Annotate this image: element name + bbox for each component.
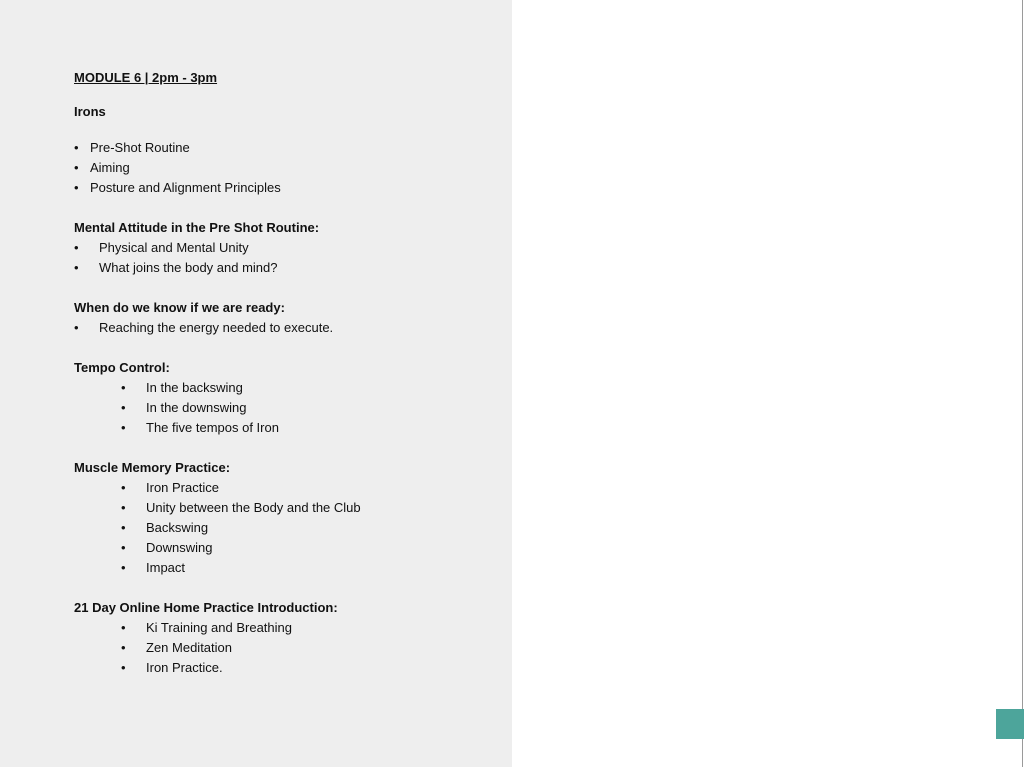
list-item: • Aiming <box>74 158 494 178</box>
list-item: • Iron Practice <box>74 478 494 498</box>
list-item: • In the backswing <box>74 378 494 398</box>
list-item: • Pre-Shot Routine <box>74 138 494 158</box>
list-item: • Iron Practice. <box>74 658 494 678</box>
right-page-panel <box>512 0 1024 767</box>
section-heading-irons: Irons <box>74 104 106 119</box>
list-item: • Reaching the energy needed to execute. <box>74 318 494 338</box>
list-item: • Zen Meditation <box>74 638 494 658</box>
section-heading-home-practice: 21 Day Online Home Practice Introduction: <box>74 600 338 615</box>
module-content <box>74 68 494 678</box>
section-heading-ready: When do we know if we are ready: <box>74 300 285 315</box>
irons-list <box>74 138 494 198</box>
list-item: • The five tempos of Iron <box>74 418 494 438</box>
list-item: • In the downswing <box>74 398 494 418</box>
list-item: • Backswing <box>74 518 494 538</box>
page-corner-tab[interactable] <box>996 709 1024 739</box>
page-edge-divider <box>1022 0 1023 767</box>
section-heading-mental-attitude: Mental Attitude in the Pre Shot Routine: <box>74 220 320 235</box>
list-item: • Impact <box>74 558 494 578</box>
tempo-list <box>74 378 494 438</box>
list-item: • Ki Training and Breathing <box>74 618 494 638</box>
mental-attitude-list <box>74 238 494 278</box>
ready-list <box>74 318 494 338</box>
list-item: • Physical and Mental Unity <box>74 238 494 258</box>
list-item: • Downswing <box>74 538 494 558</box>
muscle-memory-list <box>74 478 494 578</box>
home-practice-list <box>74 618 494 678</box>
section-heading-tempo: Tempo Control: <box>74 360 170 375</box>
list-item: • Posture and Alignment Principles <box>74 178 494 198</box>
list-item: • What joins the body and mind? <box>74 258 494 278</box>
section-heading-muscle-memory: Muscle Memory Practice: <box>74 460 231 475</box>
list-item: • Unity between the Body and the Club <box>74 498 494 518</box>
module-title: MODULE 6 | 2pm - 3pm <box>74 70 218 85</box>
